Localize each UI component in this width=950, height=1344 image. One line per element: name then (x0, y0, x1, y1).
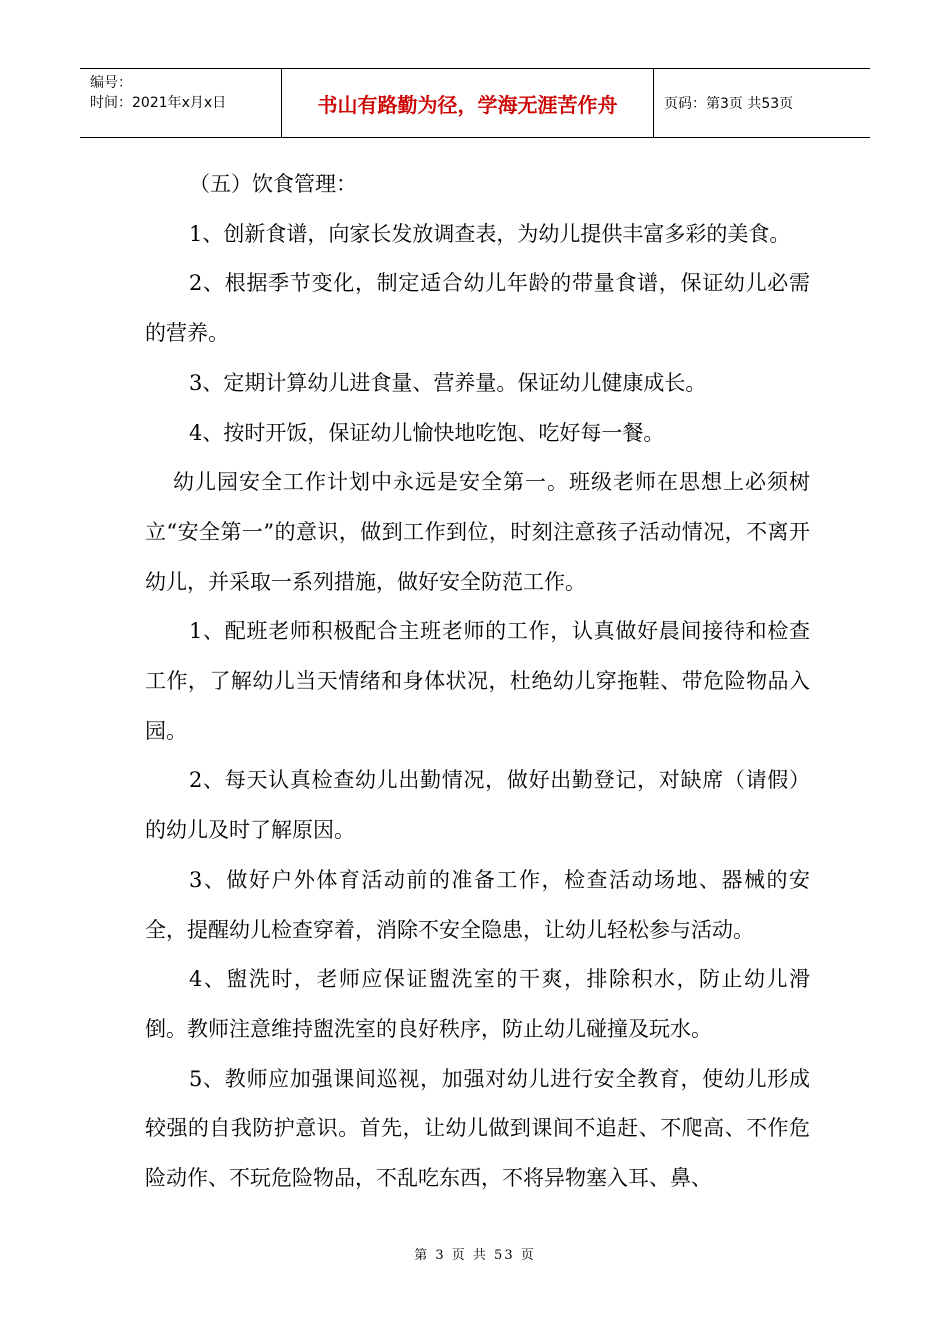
paragraph: 幼儿园安全工作计划中永远是安全第一。班级老师在思想上必须树立“安全第一”的意识，做到工作到位，时刻注意孩子活动情况，不离开幼儿，并采取一系列措施，做好安全防范工作。 (145, 470, 810, 594)
paragraph: 1、配班老师积极配合主班老师的工作，认真做好晨间接待和检查工作，了解幼儿当天情绪和身体状况，杜绝幼儿穿拖鞋、带危险物品入园。 (145, 619, 810, 743)
paragraph: 3、做好户外体育活动前的准备工作，检查活动场地、器械的安全，提醒幼儿检查穿着，消除不安全隐患，让幼儿轻松参与活动。 (145, 867, 810, 942)
paragraph: 2、每天认真检查幼儿出勤情况，做好出勤登记，对缺席（请假）的幼儿及时了解原因。 (145, 768, 810, 843)
paragraph: 4、按时开饭，保证幼儿愉快地吃饱、吃好每一餐。 (189, 420, 665, 445)
page-header (80, 68, 870, 138)
paragraph: 3、定期计算幼儿进食量、营养量。保证幼儿健康成长。 (189, 370, 707, 395)
date-label: 时间：2021年x月x日 (90, 95, 227, 111)
header-motto: 书山有路勤为径，学海无涯苦作舟 (282, 69, 654, 137)
document-body (145, 160, 810, 1204)
paragraph: 2、根据季节变化，制定适合幼儿年龄的带量食谱，保证幼儿必需的营养。 (145, 271, 810, 346)
paragraph: （五）饮食管理： (189, 172, 357, 196)
paragraph: 5、教师应加强课间巡视，加强对幼儿进行安全教育，使幼儿形成较强的自我防护意识。首先，让幼儿做到课间不追赶、不爬高、不作危险动作、不玩危险物品，不乱吃东西，不将异物塞入耳、鼻、 (145, 1066, 810, 1191)
paragraph: 1、创新食谱，向家长发放调查表，为幼儿提供丰富多彩的美食。 (189, 221, 791, 246)
page-footer: 第 3 页 共 53 页 (414, 1248, 536, 1263)
number-label: 编号： (90, 75, 132, 91)
header-page-info: 页码：第3页 共53页 (664, 96, 794, 112)
paragraph: 4、盥洗时，老师应保证盥洗室的干爽，排除积水，防止幼儿滑倒。教师注意维持盥洗室的良好秩序，防止幼儿碰撞及玩水。 (145, 967, 810, 1041)
header-meta (80, 69, 282, 137)
